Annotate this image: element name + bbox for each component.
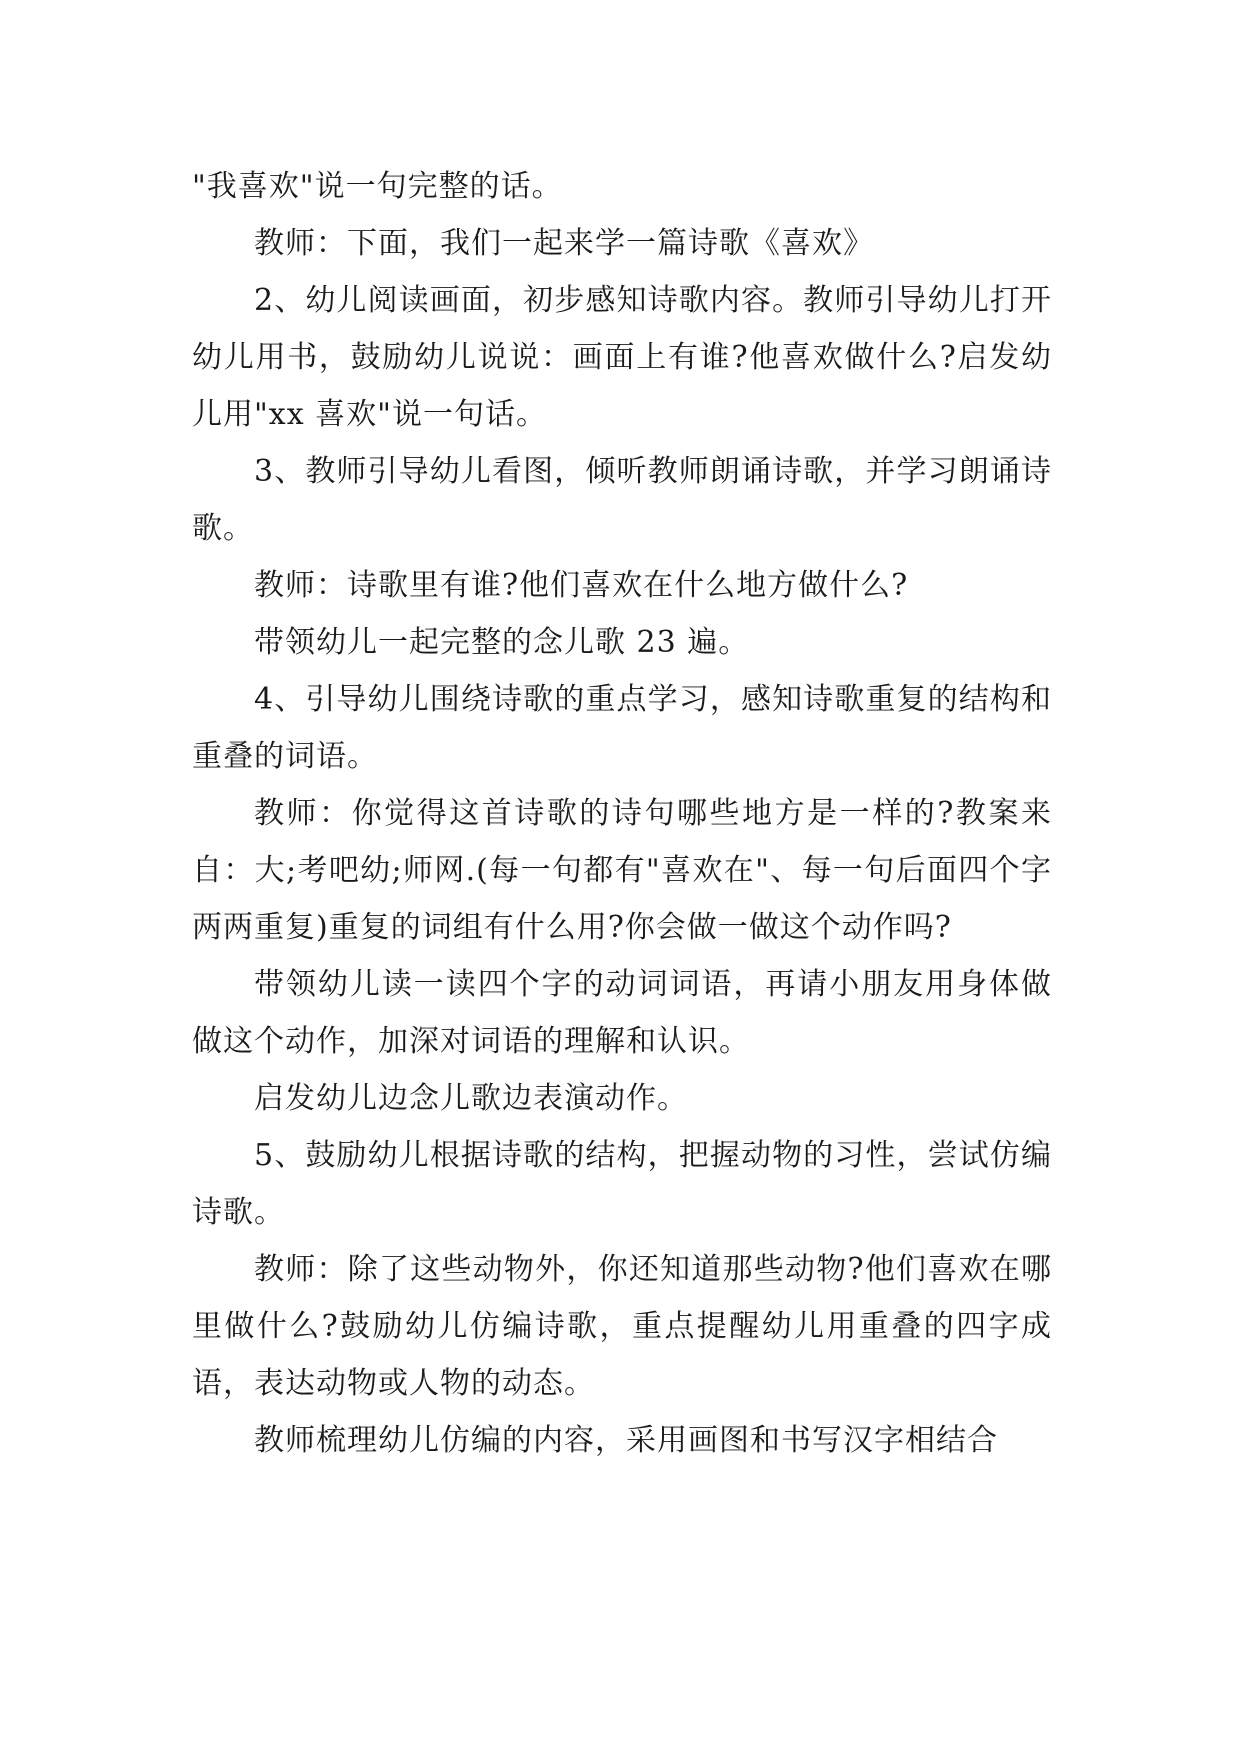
paragraph: 教师：下面，我们一起来学一篇诗歌《喜欢》	[254, 226, 874, 261]
paragraph: 3、教师引导幼儿看图，倾听教师朗诵诗歌，并学习朗诵诗歌。	[192, 454, 1052, 546]
paragraph: 带领幼儿一起完整的念儿歌 23 遍。	[254, 625, 750, 660]
paragraph: 5、鼓励幼儿根据诗歌的结构，把握动物的习性，尝试仿编诗歌。	[192, 1138, 1052, 1230]
paragraph: 教师：你觉得这首诗歌的诗句哪些地方是一样的?教案来自：大;考吧幼;师网.(每一句都有"喜欢在"、每一句后面四个字两两重复)重复的词组有什么用?你会做一做这个动作吗?	[192, 796, 1052, 945]
document-body	[192, 158, 1052, 1469]
paragraph: 教师：诗歌里有谁?他们喜欢在什么地方做什么?	[254, 568, 909, 603]
paragraph: 带领幼儿读一读四个字的动词词语，再请小朋友用身体做做这个动作，加深对词语的理解和认识。	[192, 967, 1052, 1059]
paragraph: 教师：除了这些动物外，你还知道那些动物?他们喜欢在哪里做什么?鼓励幼儿仿编诗歌，重点提醒幼儿用重叠的四字成语，表达动物或人物的动态。	[192, 1252, 1052, 1401]
paragraph: 2、幼儿阅读画面，初步感知诗歌内容。教师引导幼儿打开幼儿用书，鼓励幼儿说说：画面上有谁?他喜欢做什么?启发幼儿用"xx 喜欢"说一句话。	[192, 283, 1052, 432]
paragraph: 启发幼儿边念儿歌边表演动作。	[254, 1081, 688, 1116]
paragraph: 教师梳理幼儿仿编的内容，采用画图和书写汉字相结合	[254, 1423, 998, 1458]
paragraph: "我喜欢"说一句完整的话。	[192, 169, 563, 204]
paragraph: 4、引导幼儿围绕诗歌的重点学习，感知诗歌重复的结构和重叠的词语。	[192, 682, 1052, 774]
